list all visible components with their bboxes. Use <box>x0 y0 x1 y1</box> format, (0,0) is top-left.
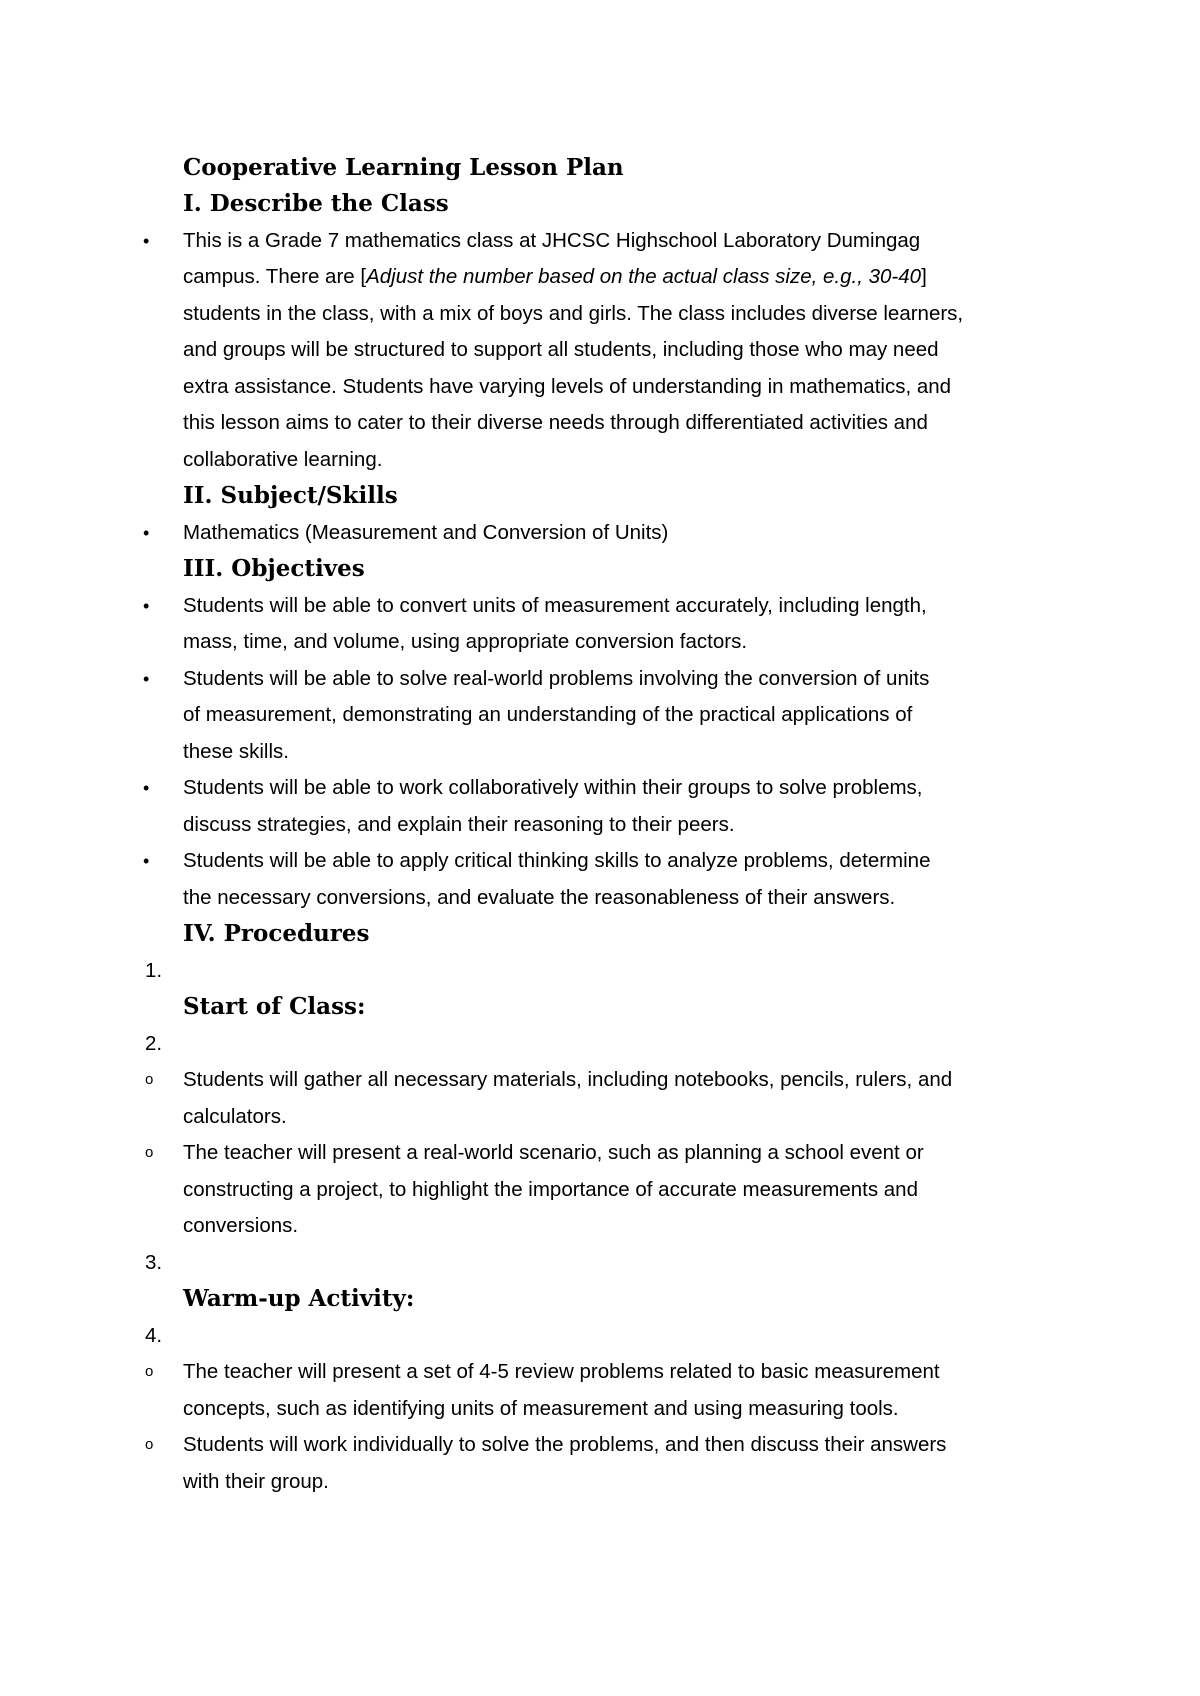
section-heading-objectives: III. Objectives <box>183 555 365 582</box>
sub-bullet-marker: o <box>145 1071 154 1088</box>
objective-1-line-1: Students will be able to convert units of measurement accurately, including length, <box>183 594 927 617</box>
sub-bullet-marker: o <box>145 1436 154 1453</box>
bullet-marker: • <box>143 851 150 871</box>
sub-bullet-marker: o <box>145 1144 154 1161</box>
objective-3-line-1: Students will be able to work collaboratively within their groups to solve problems, <box>183 776 923 799</box>
warmup-item-1-line-1: The teacher will present a set of 4-5 review problems related to basic measurement <box>183 1360 940 1383</box>
subject-item: Mathematics (Measurement and Conversion of Units) <box>183 521 669 544</box>
document-title: Cooperative Learning Lesson Plan <box>183 154 624 181</box>
start-item-1-line-2: calculators. <box>183 1105 287 1128</box>
class-description-line-2 <box>183 259 927 296</box>
start-item-2-line-1: The teacher will present a real-world scenario, such as planning a school event or <box>183 1141 924 1164</box>
warmup-item-2-line-2: with their group. <box>183 1470 329 1493</box>
bullet-marker: • <box>143 778 150 798</box>
list-number: 3. <box>145 1251 163 1274</box>
class-description-line-2-end: ] <box>921 265 927 288</box>
objective-4-line-2: the necessary conversions, and evaluate the reasonableness of their answers. <box>183 886 896 909</box>
objective-4-line-1: Students will be able to apply critical thinking skills to analyze problems, determine <box>183 849 931 872</box>
class-description-line-1: This is a Grade 7 mathematics class at JHCSC Highschool Laboratory Dumingag <box>183 229 921 252</box>
list-number: 4. <box>145 1324 163 1347</box>
bullet-marker: • <box>143 596 150 616</box>
start-item-2-line-2: constructing a project, to highlight the importance of accurate measurements and <box>183 1178 918 1201</box>
subheading-warm-up-activity: Warm-up Activity: <box>183 1285 415 1312</box>
class-description-line-4: and groups will be structured to support all students, including those who may need <box>183 338 939 361</box>
class-size-placeholder: Adjust the number based on the actual class size, e.g., 30-40 <box>366 265 922 288</box>
sub-bullet-marker: o <box>145 1363 154 1380</box>
start-item-2-line-3: conversions. <box>183 1214 299 1237</box>
objective-2-line-3: these skills. <box>183 740 289 763</box>
objective-3-line-2: discuss strategies, and explain their reasoning to their peers. <box>183 813 735 836</box>
class-description-line-5: extra assistance. Students have varying levels of understanding in mathematics, and <box>183 375 952 398</box>
class-description-line-7: collaborative learning. <box>183 448 383 471</box>
class-description-line-2-start: campus. There are [ <box>183 265 367 288</box>
class-description-line-3: students in the class, with a mix of boys and girls. The class includes diverse learners, <box>183 302 964 325</box>
start-item-1-line-1: Students will gather all necessary materials, including notebooks, pencils, rulers, and <box>183 1068 953 1091</box>
objective-2-line-2: of measurement, demonstrating an understanding of the practical applications of <box>183 703 913 726</box>
objective-1-line-2: mass, time, and volume, using appropriate conversion factors. <box>183 630 748 653</box>
list-number: 2. <box>145 1032 163 1055</box>
warmup-item-2-line-1: Students will work individually to solve the problems, and then discuss their answers <box>183 1433 947 1456</box>
objective-2-line-1: Students will be able to solve real-world problems involving the conversion of units <box>183 667 930 690</box>
subheading-start-of-class: Start of Class: <box>183 993 366 1020</box>
class-description-line-6: this lesson aims to cater to their diverse needs through differentiated activities and <box>183 411 928 434</box>
section-heading-describe-class: I. Describe the Class <box>183 190 449 217</box>
bullet-marker: • <box>143 523 150 543</box>
warmup-item-1-line-2: concepts, such as identifying units of measurement and using measuring tools. <box>183 1397 899 1420</box>
list-number: 1. <box>145 959 163 982</box>
section-heading-procedures: IV. Procedures <box>183 920 370 947</box>
section-heading-subject-skills: II. Subject/Skills <box>183 482 398 509</box>
bullet-marker: • <box>143 231 150 251</box>
bullet-marker: • <box>143 669 150 689</box>
